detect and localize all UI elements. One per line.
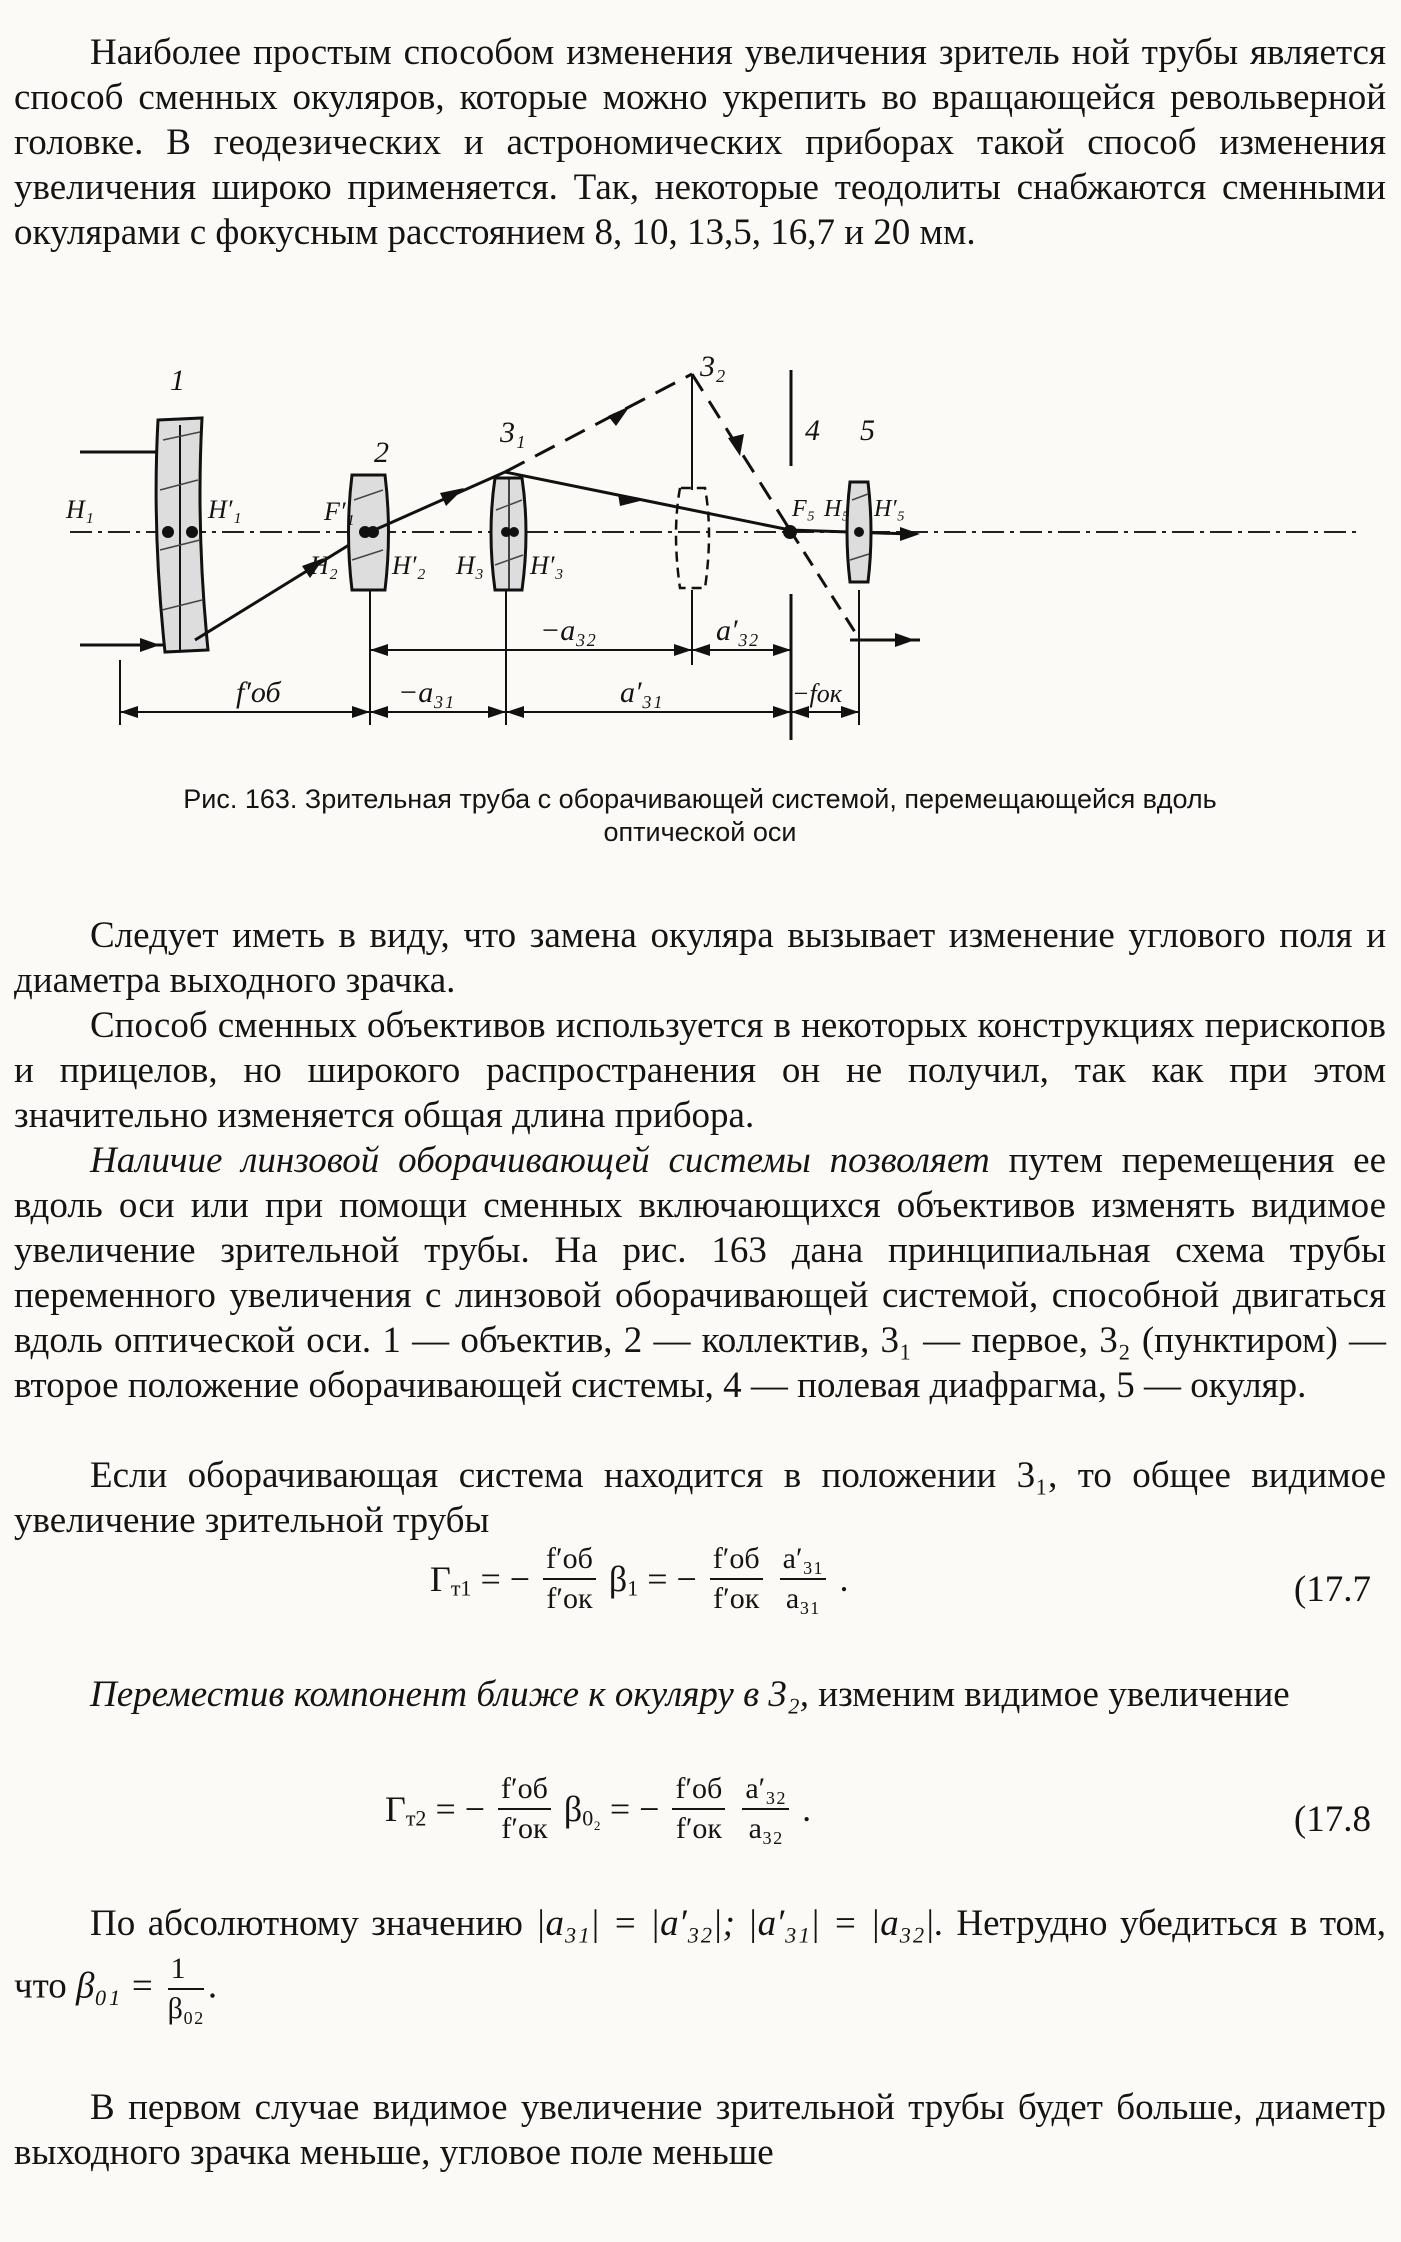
ray-objective-collective bbox=[195, 532, 370, 640]
paragraph-abs-values: По абсолютному значению |a₃₁| = |a′₃₂|; |a′₃₁| = |a₃₂|. Нетрудно убедиться в том, что β₀₁ = $\frac{1}{\text{β₀₂}}$ . bbox=[14, 1903, 1387, 2025]
paragraph-relay-system: Наличие линзовой оборачивающей системы позволяет путем перемещения ее вдоль оси или при помощи сменных включающихся объективов изменять видимое увеличение зрительной трубы. На рис. 163 дана принципиальная схема трубы переменного увеличения с линзовой оборачивающей системой, способной двигаться вдоль оптической оси. 1 — объектив, 2 — коллектив, 3₁ — первое, 3₂ (пунктиром) — второе положение оборачивающей системы, 4 — полевая диафрагма, 5 — окуляр. bbox=[14, 1140, 1386, 1406]
label-3-2: 3₂ bbox=[700, 350, 726, 383]
dim-a32p: a′₃₂ bbox=[716, 614, 759, 647]
paragraph-eyepieces: Наиболее простым способом изменения увеличения зритель ной трубы является способ сменных окуляров, которые можно укрепить во вращающейся револьверной головке. В геодезических и астрономических приборах такой способ изменения увеличения широко применяется. Так, некоторые теодолиты снабжаются сменными окулярами с фокусным расстоянием 8, 10, 13,5, 16,7 и 20 мм. bbox=[14, 32, 1386, 253]
label-H1p: H′₁ bbox=[208, 495, 242, 524]
paragraph-conclusion: В первом случае видимое увеличение зрительной трубы будет больше, диаметр выходного зрачка меньше, угловое поле меньше bbox=[14, 2087, 1386, 2173]
label-3-1: 3₁ bbox=[500, 416, 526, 449]
label-5: 5 bbox=[860, 414, 875, 447]
label-2: 2 bbox=[374, 436, 389, 469]
label-H1: H₁ bbox=[66, 495, 94, 524]
paragraph-position-2: Переместив компонент ближе к окуляру в 3₂, изменим видимое увеличение bbox=[90, 1674, 1290, 1715]
label-F5: F₅ bbox=[792, 496, 816, 522]
label-H3: H₃ bbox=[456, 551, 484, 580]
relay-lens-position-2 bbox=[676, 488, 709, 588]
label-H5: H₅ bbox=[824, 496, 850, 522]
equation-number-17-8: (17.8 bbox=[1293, 1799, 1371, 1840]
formula-17-7: $\Gamma_{т1}$ = − $\frac{f'об}{f'ок}$ $\beta_1$ = − $\frac{f'об}{f'ок}$ $\frac{\text{a′₃₁}}{\text{a₃₁}}$ . (17.7 bbox=[430, 1542, 1371, 1615]
paragraph-eyepiece-note: Следует иметь в виду, что замена окуляра вызывает изменение углового поля и диаметра выходного зрачка. bbox=[14, 915, 1386, 1001]
label-F1p: F′₁ bbox=[324, 497, 355, 526]
equation-number-17-7: (17.7 bbox=[1293, 1569, 1371, 1610]
dimension-lines bbox=[120, 590, 859, 725]
dim-f-ob: f′об bbox=[236, 676, 281, 709]
label-1: 1 bbox=[170, 364, 185, 397]
label-H2: H₂ bbox=[310, 551, 338, 580]
dim-a31: −a₃₁ bbox=[398, 676, 455, 709]
dim-f-ok: −fок bbox=[792, 679, 842, 708]
dim-a31p: a′₃₁ bbox=[620, 676, 663, 709]
label-H3p: H′₃ bbox=[530, 551, 564, 580]
label-H2p: H′₂ bbox=[392, 551, 426, 580]
figure-telescope-diagram bbox=[40, 350, 1380, 765]
label-H5p: H′₅ bbox=[874, 496, 905, 522]
paragraph-position-1: Если оборачивающая система находится в положении 3₁, то общее видимое увеличение зрительной трубы bbox=[14, 1455, 1386, 1541]
dim-a32: −a₃₂ bbox=[540, 614, 597, 647]
formula-17-8: $\Gamma_{т2}$ = − $\frac{f'об}{f'ок}$ $\beta_{0_2}$ = − $\frac{f'об}{f'ок}$ $\frac{\text{a′₃₂}}{\text{a₃₂}}$ . (17.8 bbox=[385, 1772, 1371, 1845]
figure-caption: Рис. 163. Зрительная труба с оборачивающей системой, перемещающейся вдоль оптической оси bbox=[183, 784, 1217, 847]
paragraph-objectives: Способ сменных объективов используется в некоторых конструкциях перископов и прицелов, но широкого распространения он не получил, так как при этом значительно изменяется общая длина прибора. bbox=[14, 1005, 1386, 1136]
label-4: 4 bbox=[805, 414, 820, 447]
